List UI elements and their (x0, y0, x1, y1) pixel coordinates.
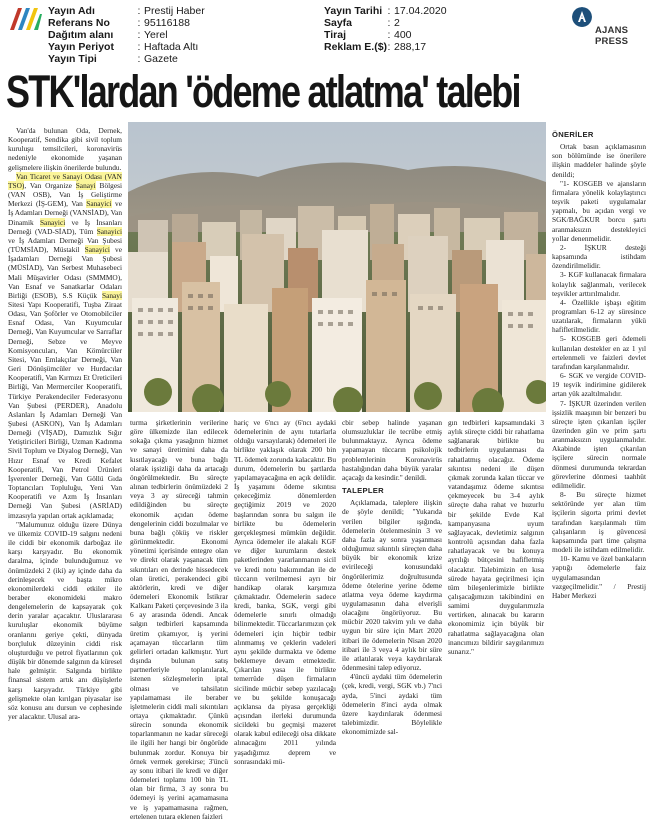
article-column-2 (130, 418, 228, 821)
meta-row-period: Yayın Periyot : Haftada Altı (48, 41, 199, 53)
demands-paragraph-2: 4'üncü aydaki tüm ödemelerin (çek, kredi, vergi, SGK vb.) 7'nci ayda, 5'inci aydaki tüm ödemelerin 8'inci ayda olmak üzere kaydırılarak ödenmesi talebimizdir. Böylelikle ekonomimizde sal- (342, 672, 442, 737)
highlight-van-tso: Van Ticaret ve Sanayi Odası (VAN TSO) (8, 171, 122, 190)
highlight-sanayici: Sanayici (96, 226, 122, 236)
suggestion-item: "1- KOSGEB ve ajansların firmalara yönelik kolaylaştırıcı teşvik paketi uygulamalar yapmalı, bu açıdan vergi ve SGK/BAĞKUR borcu şartı aranmaksızın destekleyici yollar denenmelidir. (552, 178, 646, 243)
suggestion-item: 3- KGF kullanacak firmalara kolaylık sağlanmalı, verilecek teşvikler arttırılmalıdır. (552, 270, 646, 298)
body-paragraph: hariç ve 6'ncı ay (6'ncı aydaki ödemelerinin de aynı tutarlarla olduğu varsayılarak) ödemeleri ile birlikte yaklaşık olarak 200 bin TL ödemek zorunda kalacaktır. Bu durum, ödemelerin bu şartlarda yapılamayacağına en açık delildir. İş yaşamını ödeme sıkıntısı çekeceğimiz dönemlerden geçtiğimiz 2019 ve 2020 başlarından sonra bu salgın ile birlikte bu ödemelerin gerçekleşmesi mümkün değildir. Ayrıca ödemeler ile alakalı KGF ve diğer kurumların destek paketlerinden yararlanmanın sicil ve kredi notu bakımından ile de tüccarın verilmemesi ayrı bir handikap olarak karşımıza çıkmaktadır. Ödemelerin sadece kredi, banka, SGK, vergi gibi ödemelerle sınırlı olmadığı bilinmektedir. Tüccarlarımızın çek ödemeleri için hiçbir tedbir alınmamış ve çeklerin vadeleri aynı şekilde durmakta ve ödeme beklemeye devam etmektedir. Çıkarılan yasa ile birlikte temerrüde düşen firmaların sicilinde mücbir sebep yazılacağı ve bu şekilde konuşacağı açıklansa da piyasa gerçekliği açısından ilerleki durumunda sicildeki bu geçmişi mazeret olarak kabul edileceği olsa dikkate alınacağını 2011 yılında yaşadığımız deprem ve sonrasındaki mü- (234, 418, 336, 766)
suggestion-item: 7- İŞKUR üzerinden verilen işsizlik maaşının bir benzeri bu süreçte işten çıkarılan işçiler üzerinden gün ve prim şartı aranmaksızın uygulanmalıdır. Akabinde işten çıkarılan işçilere sürecin normale dönmesi durumunda tekrardan görevlerine dönmesi taahhüt edilmelidir. (552, 398, 646, 490)
city-skyline-photo (128, 122, 546, 412)
statement-paragraph: "Malumunuz olduğu üzere Dünya ve ülkemiz COVID-19 salgını nedeni ile ciddi bir ekonomik darboğaz ile karşı karşıyadır. Bu ekonomik daralma, içinde bulunduğumuz ve önümüzdeki 2 (iki) ay içinde daha da derinleşecek ve başta mikro ekonomilerdeki ciddi etkiler ile beraber ekonomideki makro dengelemelerin de kapsayarak çok derin yaralar açacaktır. Uluslararası kuruluşlar ekonomik büyüme oranlarını geriye çekti, dünyada borçluluk düzeyinin ciddi risk oluşturduğu ve petrol fiyatlarının çok düşük bir dönemde salgının da küresel hale gelmiştir. Salgında birlikte finansal sistem artık anı düşüşlerle karşı karşıyadır. Türkiye gibi gelişmekte olan kırılgan piyasalar ise söz konusu anı dursun ve cephesinde yer alacaktır. Ulusal ara- (8, 519, 122, 721)
suggestions-intro: Ortak basın açıklamasının son bölümünde ise önerilere ilişkin maddeler halinde şöyle denildi; (552, 142, 646, 179)
meta-row-distribution: Dağıtım alanı : Yerel (48, 29, 168, 41)
clipping-header (0, 0, 650, 68)
agency-name: AJANS PRESS (595, 25, 629, 47)
suggestion-item: 5- KOSGEB geri ödemeli kullanılan destekler en az 1 yıl ertelenmeli ve faizleri devlet tarafından karşılanmalıdır. (552, 334, 646, 371)
meta-row-date: Yayın Tarihi : 17.04.2020 (324, 5, 447, 17)
highlight-sanayi: Sanayi (75, 180, 96, 190)
highlight-sanayici: Sanayici (84, 245, 110, 255)
meta-row-circulation: Tiraj : 400 (324, 29, 412, 41)
section-heading-talepler: TALEPLER (342, 486, 384, 496)
suggestion-item: 6- SGK ve vergide COVID-19 teşvik indirimine gidilerek artan yük azaltılmalıdır. (552, 371, 646, 399)
body-paragraph: turma şirketlerinin verilerine göre ülkemizde ilan edilecek sokağa çıkma yasağının hizmet ve sanayi üretimini daha da kısıtlayacağı ve buna bağlı olarak işsizliği daha da artacağı öngörülmektedir. Bu süreçte alınan tedbirlerin önümüzdeki 2 veya 3 ay süreceği tahmin edildiğinden bu süreçte ekonomik açıdan ödeme dengelerinin ciddi bozulmalar ve buna bağlı çöküş ve riskler görünmektedir. Ekonomi yönetimi içerisinde entegre olan ve direkt olarak yaşanacak tüm sıkıntıları en derinde hissedecek olan üretici, perakendeci gibi aktörlerin, kredi ve diğer ödemeleri Ekonomik İstikrar Kalkanı Paketi çerçevesinde 3 ila 6 ay arasında ödendi. Ancak salgın tedbirleri kapsamında üretim çıkamıyor, iş yerini açamayan tüccarların tüm gelirleri ortadan kalkmıştır. Yurt dışında bulunan satış partnerleriyle toplanılarak, istenen sözleşmelerin iptal olması ve tahsilatın yapılamaması ile beraber işletmelerin ciddi mali sıkıntıları ortaya çıkmaktadır. Çünkü sürecin sonunda ekonomik toparlanmanın ne kadar süreceği ile ilgili her hangi bir öngörüde bulunmak zordur. Konuya bir örnek vermek gerekirse; 3'üncü ay sonu itibari ile kredi ve diğer ödemeleri toplamı 100 bin TL olan bir firma, 3 ay sonra bu ödemeyi iş yerini açamamasına ve iş yapamamasına rağmen, ertelenen tutara eklenen faizleri (130, 418, 228, 821)
meta-row-page: Sayfa : 2 (324, 17, 400, 29)
article-column-1 (8, 126, 122, 721)
body-paragraph: cbir sebep halinde yaşanan olumsuzluklar ile tecrübe etmiş bulunmaktayız. Ayrıca ödeme yapamayan tüccarın psikolojik problemlerinin Koronavirüs hastalığından daha büyük yaralar açacağı da kesindir." denildi. (342, 418, 442, 482)
ajans-press-logo-icon (572, 7, 592, 27)
meta-row-type: Yayın Tipi : Gazete (48, 53, 178, 65)
lead-paragraph: Van'da bulunan Oda, Dernek, Kooperatif, Sendika gibi sivil toplum kuruluşu temsilcileri, koronavirüs nedeniyle ekonomide yaşanan gelişmelere ilişkin önerilerde bulundu. (8, 126, 122, 172)
highlight-sanayi: Sanayi (102, 290, 122, 300)
suggestion-item: 2- İŞKUR desteği kapsamında istihdam özendirilmelidir. (552, 242, 646, 271)
clipping-meta-left (48, 5, 205, 65)
meta-row-publication: Yayın Adı : Prestij Haber (48, 5, 205, 17)
article-column-6 (552, 126, 646, 620)
body-paragraph: gın tedbirleri kapsamındaki 3 aylık süreçte ciddi bir rahatlama sağlanarak birlikte bu tedbirlerin uygulanması da rahatlatmış olacağız. Ödeme sıkıntısı nedeni ile düşen çıkmak zorunda kalan tüccar ve vatandaşımız ödeme sıkıntısı çekmeyecek bu 3-4 aylık süreçte daha rahat ve huzurlu bir şekilde Evde Kal kampanyasına uyum sağlayacak, devletimiz salgının kontrolü açısından daha fazla rahatlayacak ve bu konuya ayrılığı bütçesini hafifletmiş olacaktır. Talebimizin en kısa sürede hayata geçirilmesi için tüm bileşenlerimizle birlikte çalışacağımızın takibindini en samimi duygularımızla vertirken, alınacak bu kararın ekonomimiz için büyük bir rahatlatma sağlayacağına olan inancımızı bildirir saygılarımızı sunarız." (448, 418, 544, 656)
suggestion-item: 10- Kamu ve özel bankaların yaptığı ödemelerle faiz uygulamasından vazgeçilmelidir." / Prestij Haber Merkezi (552, 554, 646, 600)
article-headline: STK'lardan 'ödeme atlatma' talebi (6, 66, 520, 117)
article-column-3 (234, 418, 336, 766)
highlight-sanayici: Sanayici (86, 199, 112, 209)
clipping-meta-right (324, 5, 447, 53)
meta-row-reference: Referans No : 95116188 (48, 17, 190, 29)
meta-row-ad-value: Reklam E.($): 288,17 (324, 41, 427, 53)
signatories-paragraph: Van Ticaret ve Sanayi Odası (VAN TSO), Van Organize Sanayi Bölgesi (VAN OSB), Van İş Geliştirme Merkezi (İŞ-GEM), Van Sanayici ve İş Adamları Derneği (VANSİAD), Van Dinamik Sanayici ve İş İnsanları Derneği (VAD-SİAD), Tüm Sanayici ve İş Adamları Derneği Van Şubesi (TÜMSİAD), Müstakil Sanayici ve İşadamları Derneği Van Şubesi (MÜSİAD), Van Serbest Muhasebeci Mali Müşavirler Odası (SMMMO), Van Esnaf ve Sanatkarlar Odaları Birliği (ESOB), S.S Küçük Sanayi Sitesi Yapı Kooperatifi, Tuşba Ziraat Odası, Van Şoförler ve Otomobilciler Esnaf Odası, Van Kuyumcular Derneği, Van Kuyumcular ve Sarraflar Derneği, Sebze ve Meyve Komisyoncuları, Van Kömürcüler Sitesi, Van Emlakçılar Derneği, Van Geri Dönüşümcüler ve Hurdacılar Kooperatifi, Van Kırmızı Et Üreticileri Birliği, Van Mermerciler Kooperatifi, Türkiye Perakendeciler Federasyonu Van Şubesi (PERDER), Anadolu Aslanları İş Adamları Derneği Van Şubesi (ASKON), Van İş Adamları Derneği (VİŞAD), Damızlık Sığır Yetiştiricileri Birliği, Uzman Kadınma Sivil Toplum ve Diyalog Derneği, Van Hızır Esnaf ve Kredi Kefalet Kooperatifi, Van Petrol Ürünleri İşverenler Derneği, Van Göllü Gıda Toptancıları Topluluğu, Yeni Van Kooperatifi ve Azm İş İnsanları Derneği Van Şubesi (ASRİAD) imzasıyla yapılan ortak açıklamada; (8, 171, 122, 520)
suggestion-item: 8- Bu süreçte hizmet sektöründe yer alan tüm işçilerin sigorta primi devlet tarafından karşılanmalı tüm çalışanların iş güvencesi kapsamında part time çalışma modeli ile istihdam edilmelidir. (552, 490, 646, 555)
demands-paragraph: Açıklamada, taleplere ilişkin de şöyle denildi; "Yukarıda verilen bilgiler ışığında, ödemelerin ötelenmesinin 3 ve daha fazla ay sonra yaşanması olduğumuz sıkıntılı süreçten daha büyük bir ekonomik krize evirileceği konusundaki öngörülerimiz doğrultusunda ödeme ötelerine yerine ödeme atlatma veya ödeme kaydırma uygulamasının daha elverişli olacağını öngörüyoruz. Bu mücbir 2020 takvim yılı ve daha uygun bir süre için Mart 2020 itibari ile ödemelerin Nisan 2020 itibari ile 3 veya 4 aylık bir süre ile atlatılarak veya kaydırılarak ödenmesini talep ediyoruz. (342, 498, 442, 673)
publication-logo-icon (8, 6, 44, 32)
section-heading-oneriler: ÖNERİLER (552, 130, 594, 139)
article-column-5 (448, 418, 544, 656)
suggestion-item: 4- Özellikle işbaşı eğitim programları 6-12 ay süresince uzatılarak, firmaların yükü hafifletilmelidir. (552, 297, 646, 335)
highlight-sanayici: Sanayici (39, 217, 66, 227)
article-column-4 (342, 418, 442, 736)
